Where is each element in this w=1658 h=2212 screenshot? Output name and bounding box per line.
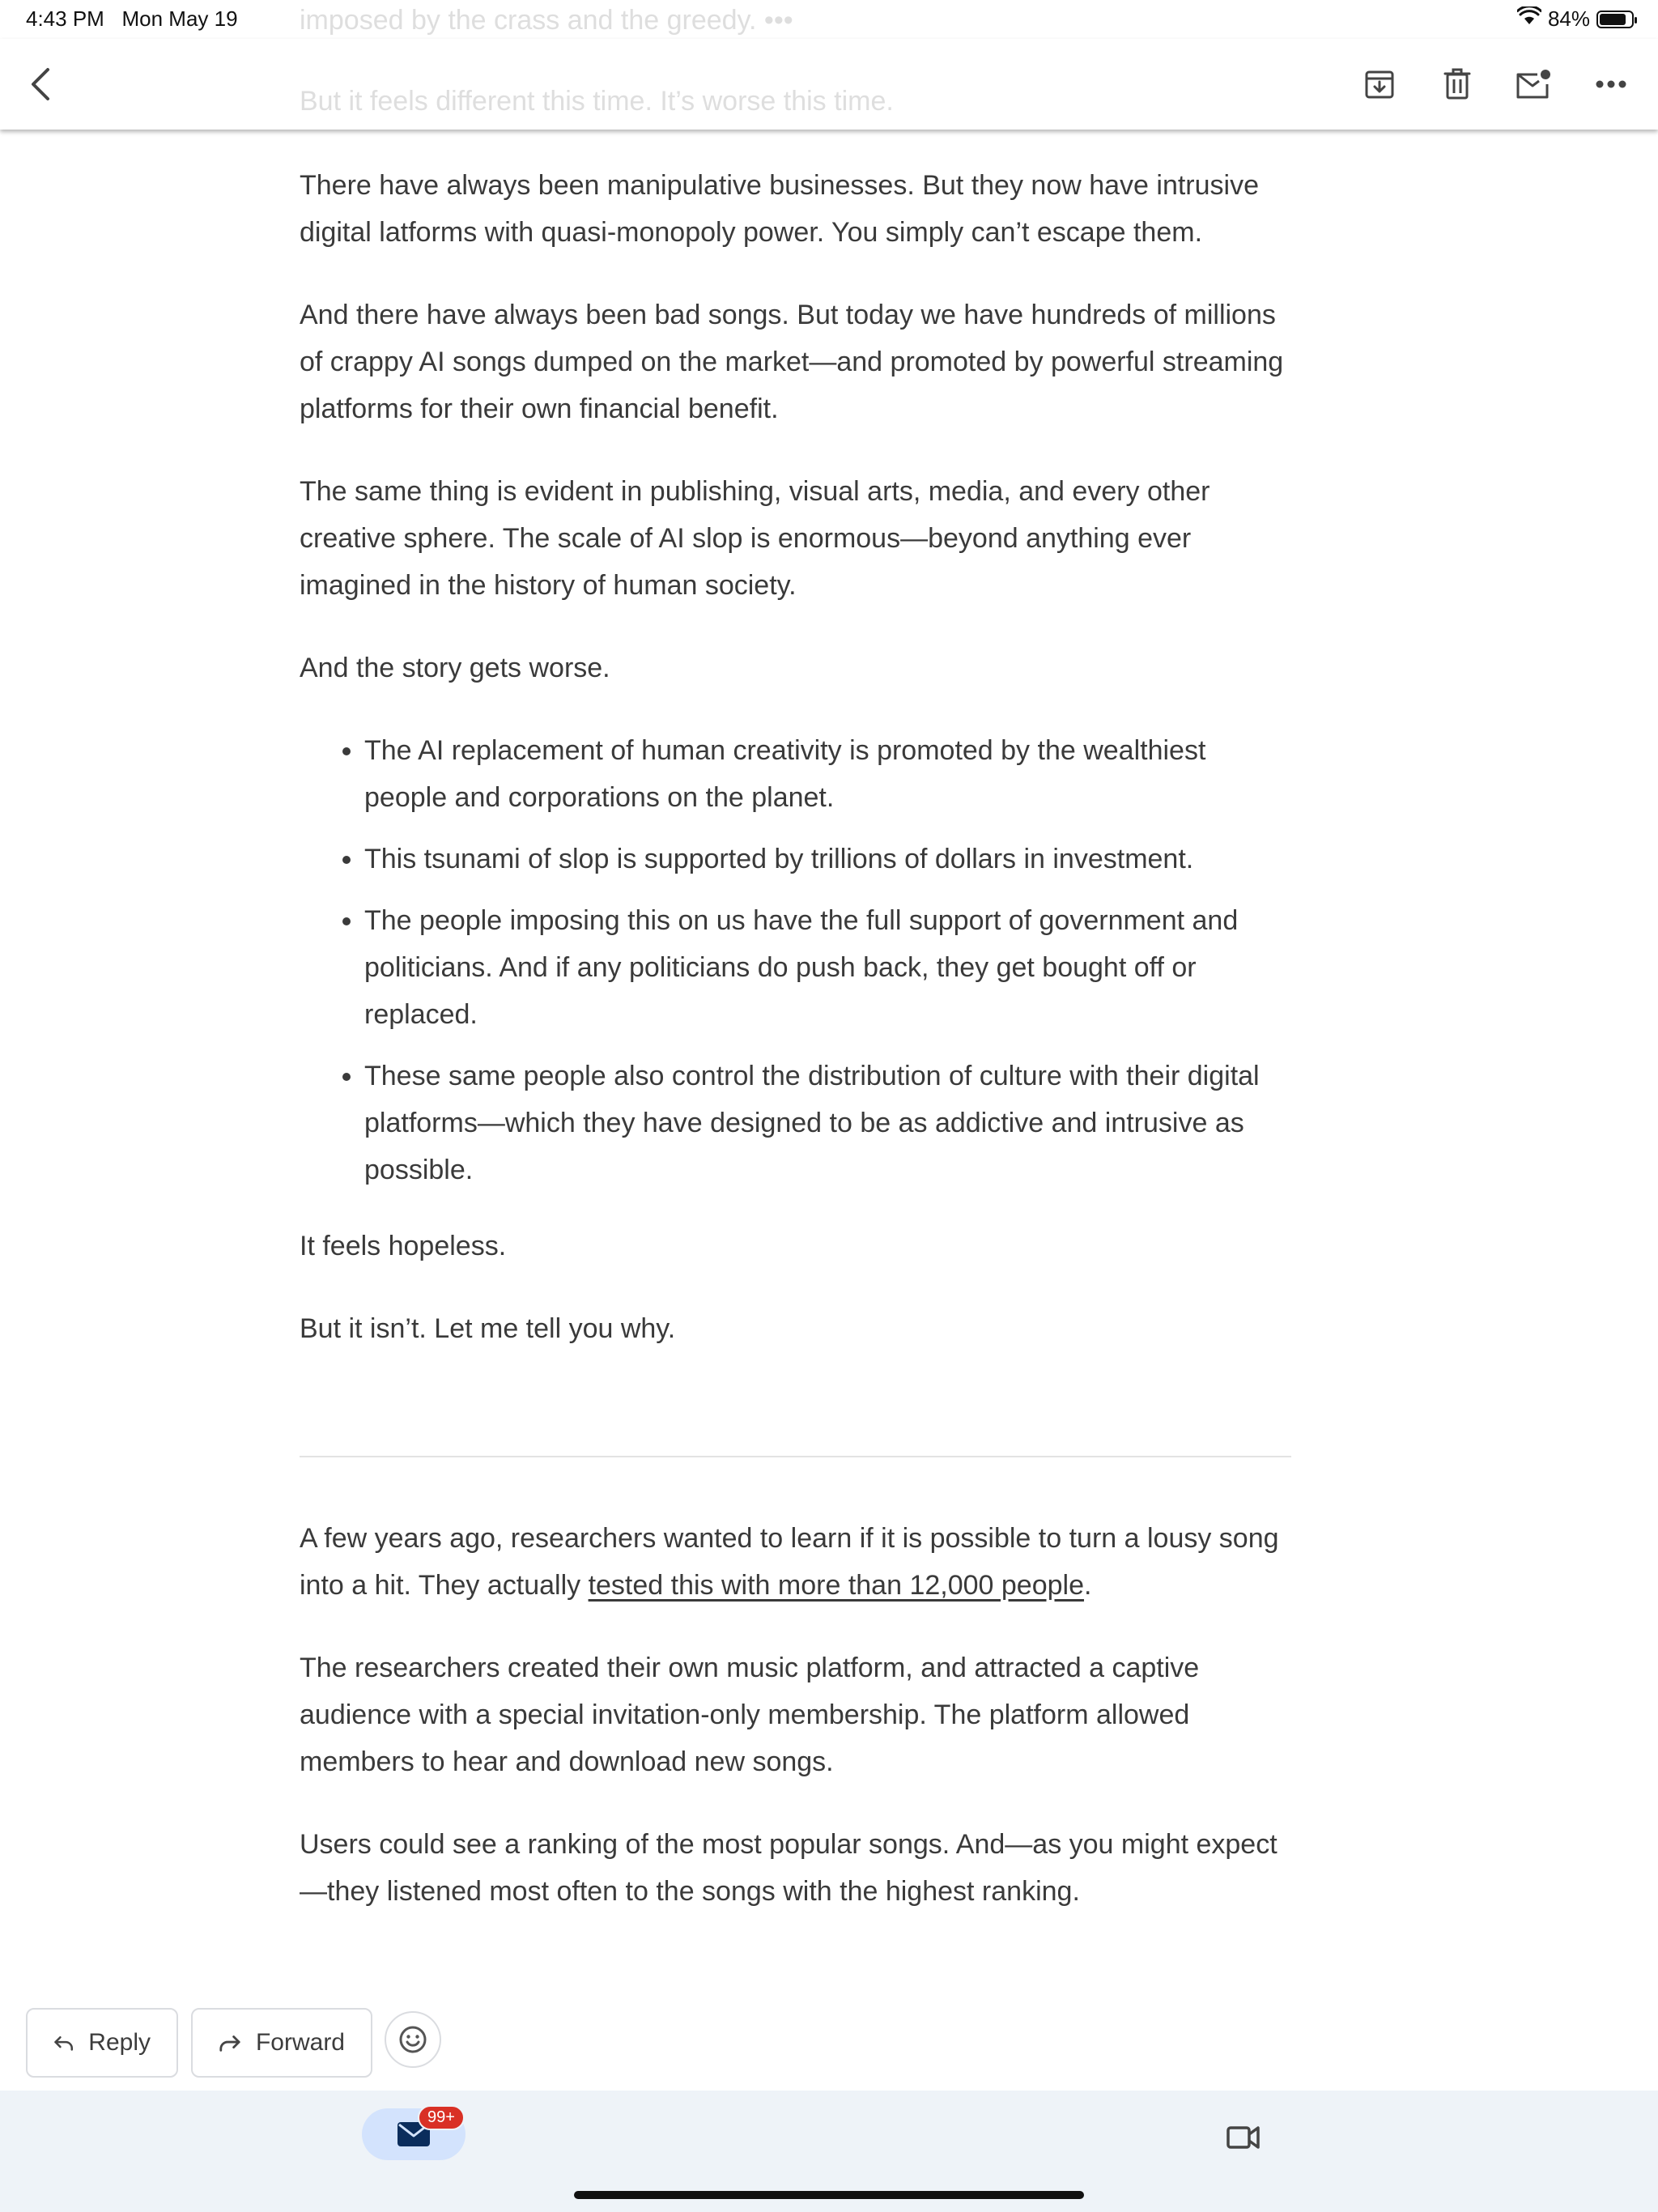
list-item: • The AI replacement of human creativity is promoted by the wealthiest people and corporations on the planet. [364, 727, 1291, 821]
mark-unread-icon [1515, 68, 1552, 100]
video-camera-icon [1226, 2123, 1261, 2152]
paragraph-with-link [300, 1515, 1291, 1609]
more-icon [1595, 79, 1627, 89]
meet-tab[interactable] [1221, 2115, 1266, 2160]
paragraph: Users could see a ranking of the most popular songs. And—as you might expect—they listened most often to the songs with the highest ranking. [300, 1829, 1278, 1907]
scrolled-text-line: imposed by the crass and the greedy. ••• [300, 5, 793, 36]
status-date: Mon May 19 [121, 6, 238, 31]
forward-button[interactable] [191, 2008, 372, 2078]
email-body-continued [300, 1515, 1291, 1950]
email-body [300, 162, 1291, 1388]
archive-button[interactable] [1357, 62, 1402, 107]
reply-label: Reply [88, 2029, 151, 2056]
reply-button[interactable] [26, 2008, 178, 2078]
status-clock: 4:43 PM [26, 6, 104, 31]
back-button[interactable] [18, 62, 63, 107]
archive-icon [1363, 68, 1396, 100]
reply-icon [53, 2033, 74, 2052]
unread-count-badge: 99+ [418, 2105, 465, 2130]
status-right [1517, 6, 1634, 32]
research-link[interactable]: tested this with more than 12,000 people [588, 1570, 1084, 1601]
forward-label: Forward [255, 2029, 345, 2056]
paragraph-text: A few years ago, researchers wanted to learn if it is possible to turn a lousy song into a hit. They actually [300, 1523, 1279, 1601]
paragraph: It feels hopeless. [300, 1231, 507, 1261]
paragraph-text: . [1083, 1570, 1092, 1601]
paragraph: The same thing is evident in publishing, visual arts, media, and every other creative sphere. The scale of AI slop is enormous—beyond anything ever imagined in the history of human society. [300, 476, 1210, 601]
status-time [26, 6, 238, 32]
mark-unread-button[interactable] [1511, 62, 1556, 107]
emoji-reaction-button[interactable] [385, 2011, 441, 2068]
back-icon [27, 66, 54, 102]
list-item: • This tsunami of slop is supported by trillions of dollars in investment. [364, 836, 1291, 883]
paragraph: There have always been manipulative businesses. But they now have intrusive digital latforms with quasi-monopoly power. You simply can’t escape them. [300, 170, 1260, 248]
status-bar [0, 0, 1658, 39]
home-indicator[interactable] [574, 2191, 1084, 2199]
wifi-icon [1517, 6, 1541, 32]
battery-fill [1600, 14, 1626, 25]
list-item: • These same people also control the distribution of culture with their digital platforms—which they have designed to be as addictive and intrusive as possible. [364, 1053, 1291, 1193]
list-item: • The people imposing this on us have the full support of government and politicians. And if any politicians do push back, they get bought off or replaced. [364, 897, 1291, 1038]
battery-icon [1596, 11, 1634, 28]
bullet-list [300, 727, 1291, 1193]
bottom-navigation [0, 2091, 1658, 2212]
battery-percent: 84% [1547, 6, 1590, 31]
paragraph: The researchers created their own music platform, and attracted a captive audience with a special invitation-only membership. The platform allowed members to hear and download new songs. [300, 1653, 1200, 1777]
paragraph: But it isn’t. Let me tell you why. [300, 1313, 676, 1344]
smiley-icon [398, 2025, 427, 2054]
paragraph: And there have always been bad songs. But today we have hundreds of millions of crappy AI songs dumped on the market—and promoted by powerful streaming platforms for their own financial benefit. [300, 300, 1284, 424]
delete-button[interactable] [1435, 62, 1480, 107]
paragraph: And the story gets worse. [300, 653, 610, 683]
scrolled-text-line: But it feels different this time. It’s worse this time. [300, 86, 894, 117]
forward-icon [219, 2033, 241, 2052]
delete-icon [1441, 68, 1473, 100]
more-options-button[interactable] [1588, 62, 1634, 107]
section-divider [300, 1456, 1291, 1457]
